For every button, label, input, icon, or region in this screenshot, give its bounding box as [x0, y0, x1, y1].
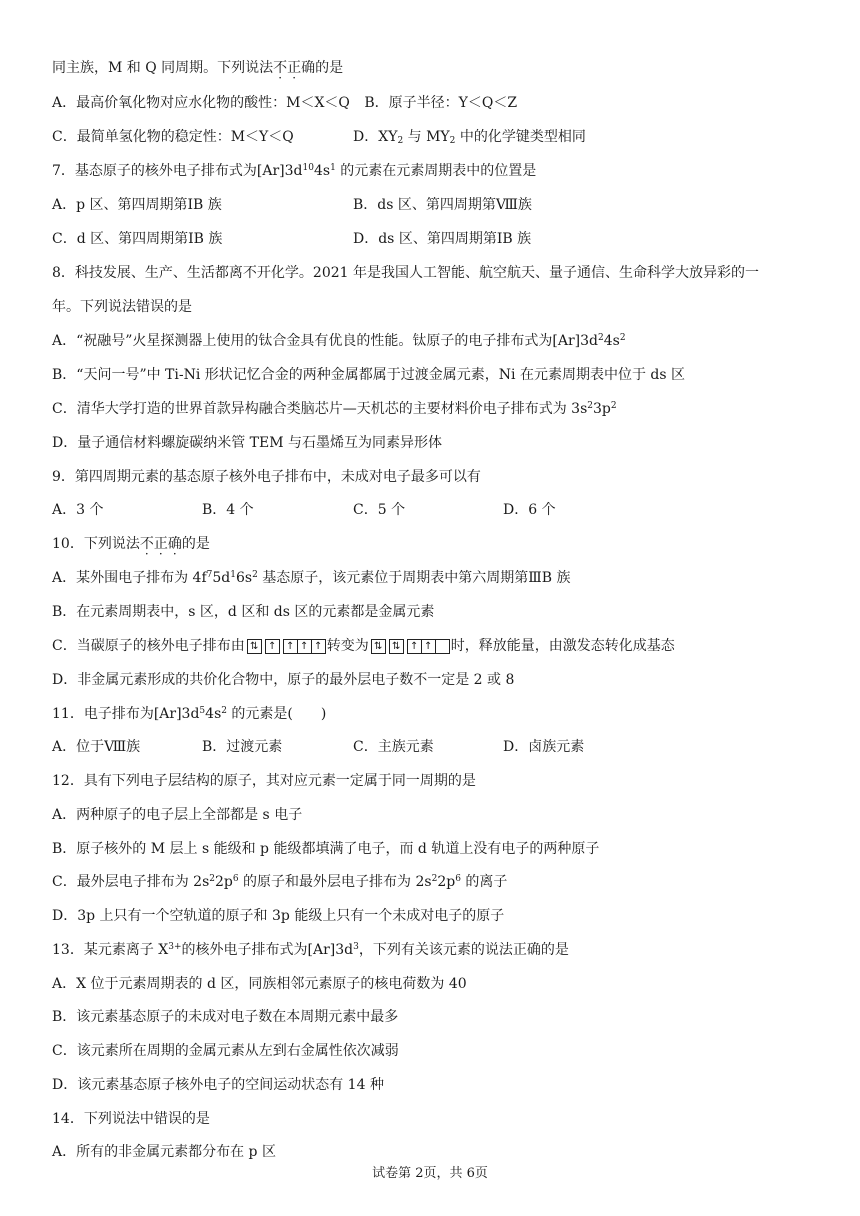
- emphasis-char: 不: [273, 60, 288, 76]
- orbital-box: ↑: [407, 639, 422, 654]
- text: 4s: [313, 163, 331, 179]
- text: C．最外层电子排布为 2s: [52, 874, 210, 890]
- superscript: 2: [598, 333, 604, 343]
- text: 11．电子排布为[Ar]3d: [52, 706, 200, 722]
- superscript: 1: [330, 163, 336, 173]
- q11-stem: [52, 704, 326, 724]
- superscript: 6: [455, 874, 461, 884]
- text: D．XY: [353, 129, 398, 145]
- superscript: 2: [610, 401, 617, 411]
- text: 10．下列说法: [52, 536, 140, 552]
- superscript: 5: [199, 706, 206, 716]
- text: 的元素在元素周期表中的位置是: [335, 163, 537, 179]
- orbital-diagram-excited-2s: [265, 639, 279, 654]
- orbital-box: ↑: [265, 639, 280, 654]
- emphasis-char: 正: [153, 536, 168, 552]
- subscript: 2: [449, 136, 456, 146]
- orbital-diagram-excited: [247, 639, 261, 654]
- option-c: C．最简单氢化物的稳定性：M＜Y＜Q: [52, 129, 294, 145]
- q7-option-c: C．d 区、第四周期第ⅠB 族: [52, 231, 223, 247]
- text: 同主族，M 和 Q 同周期。下列说法: [52, 60, 274, 76]
- text: 3p: [593, 401, 611, 417]
- text: 基态原子，该元素位于周期表中第六周期第ⅢB 族: [257, 570, 571, 586]
- q12-option-a: A．两种原子的电子层上全部都是 s 电子: [52, 807, 303, 823]
- q12-stem: 12．具有下列电子层结构的原子，其对应元素一定属于同一周期的是: [52, 773, 476, 789]
- text: 中的化学键类型相同: [455, 129, 586, 145]
- q11-option-b: B．过渡元素: [202, 739, 283, 755]
- page-footer: 试卷第 2页，共 6页: [372, 1166, 488, 1181]
- orbital-diagram-ground-2s: [389, 639, 403, 654]
- q5-continuation: [52, 58, 343, 78]
- text: 5d: [212, 570, 231, 586]
- text: C．清华大学打造的世界首款异构融合类脑芯片—天机芯的主要材料价电子排布式为 3s: [52, 401, 588, 417]
- q10-stem: [52, 534, 210, 554]
- q11-option-c: C．主族元素: [353, 739, 434, 755]
- q10-option-c: [52, 636, 675, 656]
- text: 转变为: [326, 638, 369, 654]
- q8-stem-line1: 8．科技发展、生产、生活都离不开化学。2021 年是我国人工智能、航空航天、量子通信、生命科学大放异彩的一: [52, 265, 759, 281]
- q9-option-a: A．3 个: [52, 502, 104, 518]
- text: 的是: [181, 536, 210, 552]
- q9-option-c: C．5 个: [353, 502, 406, 518]
- q6-options-ab: [52, 93, 517, 113]
- text: 时，释放能量，由激发态转化成基态: [450, 638, 675, 654]
- subscript: 2: [397, 136, 404, 146]
- text: 13．某元素离子 X: [52, 942, 169, 958]
- superscript: 3+: [168, 942, 182, 952]
- q8-option-c: [52, 399, 617, 419]
- orbital-diagram-ground-2p: [407, 639, 449, 654]
- text: ，下列有关该元素的说法正确的是: [358, 942, 569, 958]
- q7-stem: [52, 161, 536, 181]
- orbital-box: [435, 639, 450, 654]
- q12-option-c: [52, 872, 507, 892]
- orbital-box: ⇅: [371, 639, 386, 654]
- q12-option-d: D．3p 上只有一个空轨道的原子和 3p 能级上只有一个未成对电子的原子: [52, 908, 505, 924]
- text: 与 MY: [403, 129, 450, 145]
- orbital-box: ⇅: [247, 639, 262, 654]
- text: 的元素是( ): [226, 706, 327, 722]
- superscript: 1: [230, 570, 236, 580]
- q7-option-b: B．ds 区、第四周期第Ⅷ族: [353, 197, 532, 213]
- q13-option-c: C．该元素所在周期的金属元素从左到右金属性依次减弱: [52, 1043, 399, 1059]
- option-b: B．原子半径：Y＜Q＜Z: [364, 95, 518, 111]
- q6-option-c: [52, 127, 294, 147]
- text: 2p: [437, 874, 456, 890]
- q7-option-d: D．ds 区、第四周期第ⅠB 族: [353, 231, 532, 247]
- text: A．“祝融号”火星探测器上使用的钛合金具有优良的性能。钛原子的电子排布式为[Ar]3d: [52, 333, 599, 349]
- q11-option-d: D．卤族元素: [503, 739, 585, 755]
- superscript: 3: [353, 942, 359, 952]
- q9-option-b: B．4 个: [202, 502, 254, 518]
- text: C．当碳原子的核外电子排布由: [52, 638, 245, 654]
- superscript: 2: [209, 874, 215, 884]
- q7-option-a: A．p 区、第四周期第ⅠB 族: [52, 197, 222, 213]
- q8-stem-line2: 年。下列说法错误的是: [52, 299, 192, 315]
- text: 7．基态原子的核外电子排布式为[Ar]3d: [52, 163, 303, 179]
- q10-option-a: [52, 568, 571, 588]
- superscript: 6: [232, 874, 239, 884]
- emphasis-char: 正: [287, 60, 302, 76]
- q9-stem: 9．第四周期元素的基态原子核外电子排布中，未成对电子最多可以有: [52, 469, 481, 485]
- orbital-box: ↑: [421, 639, 436, 654]
- text: 4s: [205, 706, 222, 722]
- orbital-diagram-excited-2p: [283, 639, 325, 654]
- q10-option-d: D．非金属元素形成的共价化合物中，原子的最外层电子数不一定是 2 或 8: [52, 672, 515, 688]
- q14-stem: 14．下列说法中错误的是: [52, 1111, 210, 1127]
- superscript: 7: [206, 570, 213, 580]
- orbital-diagram-ground-1s: [371, 639, 385, 654]
- q11-option-a: A．位于Ⅷ族: [52, 739, 141, 755]
- q8-option-b: B．“天问一号”中 Ti-Ni 形状记忆合金的两种金属都属于过渡金属元素，Ni 在元素周期表中位于 ds 区: [52, 367, 685, 383]
- q13-option-d: D．该元素基态原子核外电子的空间运动状态有 14 种: [52, 1077, 384, 1093]
- text: A．某外围电子排布为 4f: [52, 570, 207, 586]
- q12-option-b: B．原子核外的 M 层上 s 能级和 p 能级都填满了电子，而 d 轨道上没有电子的两种原子: [52, 841, 600, 857]
- superscript: 2: [619, 333, 626, 343]
- option-a: A．最高价氧化物对应水化物的酸性：M＜X＜Q: [52, 95, 350, 111]
- text: 确的是: [301, 60, 344, 76]
- text: 4s: [603, 333, 620, 349]
- q13-stem: [52, 940, 569, 960]
- emphasis-char: 确: [167, 536, 182, 552]
- superscript: 10: [302, 163, 314, 173]
- text: 6s: [236, 570, 253, 586]
- q14-option-a: A．所有的非金属元素都分布在 p 区: [52, 1144, 276, 1160]
- q13-option-b: B．该元素基态原子的未成对电子数在本周期元素中最多: [52, 1009, 399, 1025]
- superscript: 2: [221, 706, 227, 716]
- orbital-box: ↑: [311, 639, 326, 654]
- q10-option-b: B．在元素周期表中，s 区，d 区和 ds 区的元素都是金属元素: [52, 604, 435, 620]
- text: 的离子: [460, 874, 508, 890]
- superscript: 2: [431, 874, 438, 884]
- orbital-box: ⇅: [389, 639, 404, 654]
- q6-option-d: [353, 127, 586, 147]
- text: 的原子和最外层电子排布为 2s: [238, 874, 432, 890]
- text: 2p: [215, 874, 233, 890]
- orbital-box: ↑: [283, 639, 298, 654]
- q8-option-a: [52, 331, 626, 351]
- q8-option-d: D．量子通信材料螺旋碳纳米管 TEM 与石墨烯互为同素异形体: [52, 435, 443, 451]
- emphasis-char: 不: [139, 536, 154, 552]
- superscript: 2: [252, 570, 258, 580]
- q13-option-a: A．X 位于元素周期表的 d 区，同族相邻元素原子的核电荷数为 40: [52, 976, 467, 992]
- superscript: 2: [587, 401, 593, 411]
- text: 的核外电子排布式为[Ar]3d: [181, 942, 354, 958]
- q9-option-d: D．6 个: [503, 502, 556, 518]
- orbital-box: ↑: [297, 639, 312, 654]
